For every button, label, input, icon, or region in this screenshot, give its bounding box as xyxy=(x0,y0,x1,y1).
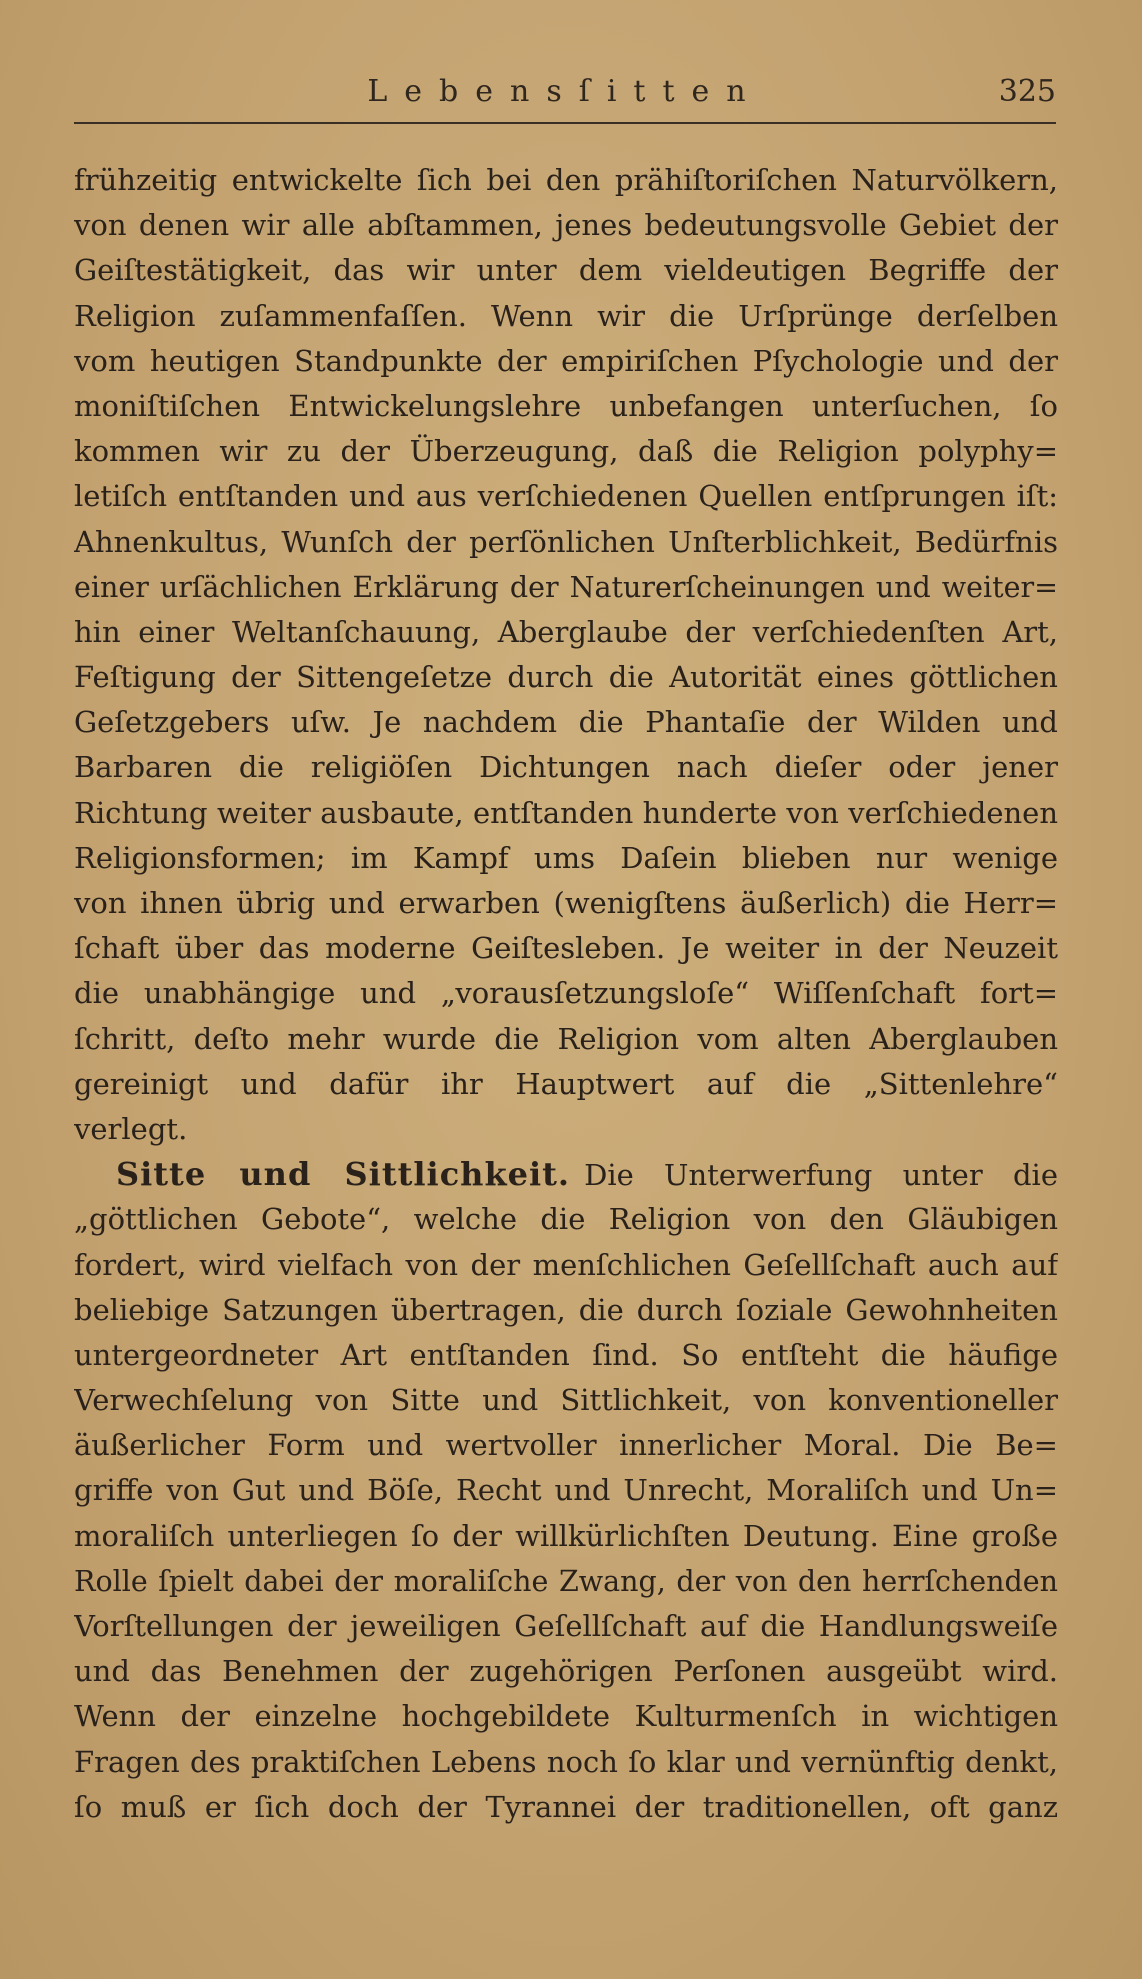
page-number: 325 xyxy=(998,74,1056,109)
text-line: Geſetzgebers uſw. Je nachdem die Phantaſie der Wilden und xyxy=(74,705,1058,740)
text-line: äußerlicher Form und wertvoller innerlicher Moral. Die Be= xyxy=(74,1428,1058,1463)
text-line: Religionsformen; im Kampf ums Daſein blieben nur wenige xyxy=(74,840,1058,875)
text-line: die unabhängige und „vorausſetzungsloſe“ Wiſſenſchaft fort= xyxy=(74,976,1058,1011)
text-line: vom heutigen Standpunkte der empiriſchen Pſychologie und der xyxy=(74,343,1058,378)
text-line: und das Benehmen der zugehörigen Perſonen ausgeübt wird. xyxy=(74,1654,1058,1689)
text-line: Barbaren die religiöſen Dichtungen nach dieſer oder jener xyxy=(74,750,1058,785)
text-line: Rolle ſpielt dabei der moraliſche Zwang, der von den herrſchenden xyxy=(74,1564,1058,1598)
text-line: Religion zuſammenfaſſen. Wenn wir die Urſprünge derſelben xyxy=(74,298,1058,333)
heading-line-text: Die Unterwerfung unter die xyxy=(584,1158,1058,1193)
text-line: ſo muß er ſich doch der Tyrannei der traditionellen, oft ganz xyxy=(74,1789,1058,1824)
running-head xyxy=(74,70,1056,124)
text-line: Vorſtellungen der jeweiligen Geſellſchaft auf die Handlungsweiſe xyxy=(74,1609,1058,1643)
text-line: Ahnenkultus, Wunſch der perſönlichen Unſterblichkeit, Bedürfnis xyxy=(74,524,1058,559)
text-line: gereinigt und dafür ihr Hauptwert auf die „Sittenlehre“ xyxy=(74,1066,1058,1101)
text-line: ſchritt, deſto mehr wurde die Religion vom alten Aberglauben xyxy=(74,1021,1058,1056)
text-line: fordert, wird vielfach von der menſchlichen Geſellſchaft auch auf xyxy=(74,1247,1058,1282)
text-line: „göttlichen Gebote“, welche die Religion von den Gläubigen xyxy=(74,1202,1058,1237)
text-line: Fragen des praktiſchen Lebens noch ſo klar und vernünftig denkt, xyxy=(74,1744,1058,1779)
text-line: hin einer Weltanſchauung, Aberglaube der verſchiedenſten Art, xyxy=(74,614,1058,649)
text-line: Feſtigung der Sittengeſetze durch die Autorität eines göttlichen xyxy=(74,660,1058,695)
text-line: letiſch entſtanden und aus verſchiedenen Quellen entſprungen iſt: xyxy=(74,479,1058,514)
text-line: griffe von Gut und Böſe, Recht und Unrecht, Moraliſch und Un= xyxy=(74,1473,1058,1508)
section-heading: Sitte und Sittlichkeit. xyxy=(116,1155,571,1194)
text-line: frühzeitig entwickelte ſich bei den prähiſtoriſchen Naturvölkern, xyxy=(74,163,1058,197)
text-line: Wenn der einzelne hochgebildete Kulturmenſch in wichtigen xyxy=(74,1699,1058,1734)
text-line: von ihnen übrig und erwarben (wenigſtens äußerlich) die Herr= xyxy=(74,886,1058,920)
text-line: Geiſtestätigkeit, das wir unter dem vieldeutigen Begriffe der xyxy=(74,253,1058,288)
text-line: einer urſächlichen Erklärung der Naturerſcheinungen und weiter= xyxy=(74,570,1058,604)
running-title: Lebensſitten xyxy=(367,74,763,109)
text-line: verlegt. xyxy=(74,1111,188,1146)
text-line: von denen wir alle abſtammen, jenes bedeutungsvolle Gebiet der xyxy=(74,208,1058,243)
section-heading-line xyxy=(74,1152,1058,1197)
text-line: kommen wir zu der Überzeugung, daß die Religion polyphy= xyxy=(74,434,1058,469)
text-line: untergeordneter Art entſtanden ſind. So entſteht die häufige xyxy=(74,1337,1058,1372)
text-line: beliebige Satzungen übertragen, die durch ſoziale Gewohnheiten xyxy=(74,1292,1058,1327)
text-line: moniſtiſchen Entwickelungslehre unbefangen unterſuchen, ſo xyxy=(74,388,1058,423)
text-line: Verwechſelung von Sitte und Sittlichkeit, von konventioneller xyxy=(74,1383,1058,1418)
text-line: moraliſch unterliegen ſo der willkürlichſten Deutung. Eine große xyxy=(74,1518,1058,1553)
text-line: ſchaft über das moderne Geiſtesleben. Je weiter in der Neuzeit xyxy=(74,931,1058,966)
text-line: Richtung weiter ausbaute, entſtanden hunderte von verſchiedenen xyxy=(74,795,1058,830)
body-text xyxy=(74,158,1058,1830)
